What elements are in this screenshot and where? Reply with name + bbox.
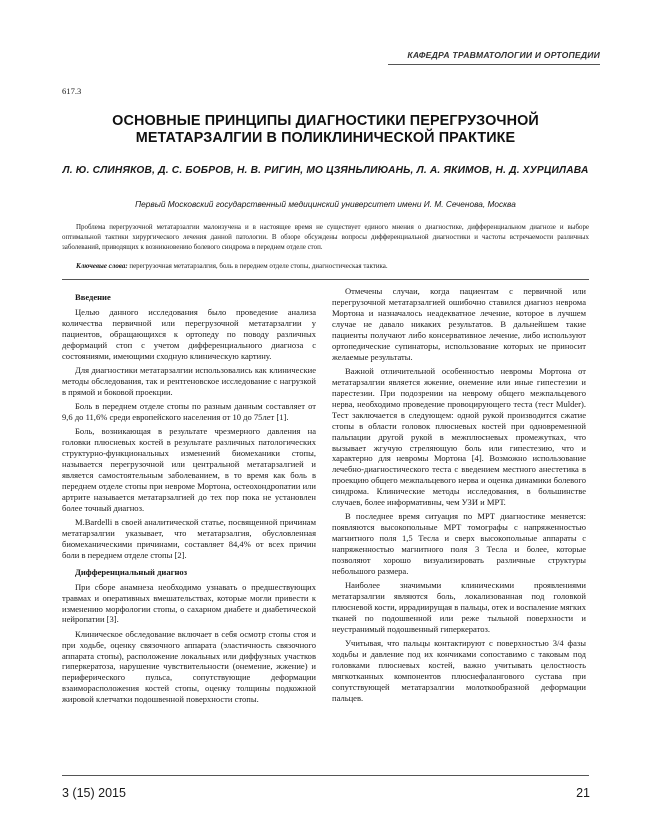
paragraph: Важной отличительной особенностью невромы Мортона от метатарзалгии является жжение, онемение или иные гипестезии и парестезии. При подозрении на неврому общего межпальцевого нерва, необходимо проведение провоцирующего теста (тест Mulder). Тест заключается в следующем: одной рукой производится сжатие стопы в области головок плюсневых костей при одновременной пальпации другой рукой в межплюсневых промежутках, что вызывает жгучую стреляющую боль или гипестезию, что и характерно для невромы Мортона [4]. Возможно использование лечебно-диагностического теста с введением местного анестетика в проекцию общего межпальцевого нерва и оценка динамики болевого синдрома. Клинические методы исследования, в большинстве случаев, более информативны, чем УЗИ и МРТ. <box>332 365 586 508</box>
paragraph: Для диагностики метатарзалгии использовались как клинические методы обследования, так и рентгеновское исследование с нагрузкой в прямой и боковой проекции. <box>62 364 316 397</box>
paragraph: Учитывая, что пальцы контактируют с поверхностью 3/4 фазы ходьбы и давление под их кончиками сопоставимо с таковым под головками плюсневых костей, важно учитывать целостность мягкотканных компонентов плюснефалангового сустава при сопутствующей метатарзалгии молоткообразной деформации пальцев. <box>332 638 586 704</box>
paragraph: Целью данного исследования было проведение анализа количества первичной или перегрузочной метатарзалгии у пациентов, обращающихся к ортопеду по поводу различных деформаций стоп с учетом дифференциального диагноза с состояниями, имеющими сходную клиническую картину. <box>62 306 316 361</box>
header-divider <box>388 64 600 65</box>
article-affiliation: Первый Московский государственный медицинский университет имени И. М. Сеченова, Москва <box>135 199 516 209</box>
article-title: ОСНОВНЫЕ ПРИНЦИПЫ ДИАГНОСТИКИ ПЕРЕГРУЗОЧНОЙ МЕТАТАРЗАЛГИИ В ПОЛИКЛИНИЧЕСКОЙ ПРАКТИКЕ <box>112 113 539 146</box>
page-number: 21 <box>576 786 590 800</box>
article-authors: Л. Ю. СЛИНЯКОВ, Д. С. БОБРОВ, Н. В. РИГИН, МО ЦЗЯНЬЛИЮАНЬ, Л. А. ЯКИМОВ, Н. Д. ХУРЦИЛАВА <box>62 165 589 176</box>
abstract <box>62 222 589 253</box>
abstract-divider <box>62 279 589 280</box>
keywords-label: Ключевые слова: <box>76 262 128 270</box>
paragraph: M.Bardelli в своей аналитической статье, посвященной причинам метатарзалгии указывает, что метатарзалгия, обусловленная биомеханическими причинами, составляет 84,4% от всех причин боли в переднем отделе стопы [2]. <box>62 516 316 560</box>
paragraph: Отмечены случаи, когда пациентам с первичной или перегрузочной метатарзалгией ошибочно ставился диагноз невромa Мортона и назначалось неадекватное лечение, которое в лучшем случае не давало никаких результатов. В дальнейшем такие пациенты получают либо консервативное лечение, либо используют ортопедические супинаторы, использование которых не приносит желаемые результаты. <box>332 286 586 362</box>
right-column <box>332 286 586 707</box>
paragraph: Клиническое обследование включает в себя осмотр стопы стоя и при ходьбе, оценку связочного аппарата (эластичность связочного аппарата стопы), расположение локальных или диффузных участков гиперкератоза, нарушение чувствительности (онемение, жжение) и периферического пульса, сопутствующие деформации взаиморасположения костей стопы, оценку толщины подкожной жировой клетчатки подошвенной поверхности стопы. <box>62 628 316 705</box>
section-heading-intro: Введение <box>75 292 111 302</box>
paragraph: Наиболее значимыми клиническими проявлениями метатарзалгии являются боль, локализованная под головкой плюсневой кости, иррадиирущая в пальцы, отек и воспаление мягких тканей по подошвенной или реже тыльной поверхности и неустранимый подошвенный гиперкератоз. <box>332 580 586 635</box>
section-heading-differential: Дифференциальный диагноз <box>75 566 188 577</box>
keywords-text: перегрузочная метатарзалгия, боль в переднем отделе стопы, диагностическая тактика. <box>129 262 388 270</box>
abstract-text: Проблема перегрузочной метатарзалгии малоизучена и в настоящее время не существует единого мнения о диагностике, дифференциальном диагнозе и выборе оптимальной тактики хирургического лечения данной патологии. В обзоре обсуждены вопросы дифференциальной диагностики и частоты встречаемости различных заболеваний, приводящих к возникновению болевого синдрома в переднем отделе стоп. <box>62 223 589 252</box>
paragraph: Боль, возникающая в результате чрезмерного давления на головки плюсневых костей в результате различных патологических структурно-функциональных изменений биомеханики стопы, называется перегрузочной или центральной метатарзалгией и является самостоятельным заболеванием, в то время как боль в переднем отделе стопы при невроме Мортона, остеохондропатии или артрите называется метатарзалгией до тех пор пока не установлен более точный диагноз. <box>62 426 316 513</box>
issue-number: 3 (15) 2015 <box>62 786 126 800</box>
left-column <box>62 286 316 708</box>
paragraph: При сборе анамнеза необходимо узнавать о предшествующих травмах и оперативных вмешательствах, которые могли привести к изменению морфологии стопы, о сахарном диабете и диабетической нейропатии [3]. <box>62 581 316 625</box>
paragraph: Боль в переднем отделе стопы по разным данным составляет от 9,6 до 11,6% среди европейского населения от 10 до 75лет [1]. <box>62 400 316 422</box>
keywords <box>76 261 589 271</box>
paragraph: В последнее время ситуация по МРТ диагностике меняется: появляются высокопольные МРТ томографы с напряженностью магнитного поля 1,5 Тесла и сверх высокопольные аппараты с напряженностью магнитного поля 3 Тесла и более, которые позволяют хорошо визуализировать различные структуры небольшого размера. <box>332 511 586 577</box>
footer-divider <box>62 775 589 776</box>
udc-code: 617.3 <box>62 86 82 96</box>
journal-section-header: КАФЕДРА ТРАВМАТОЛОГИИ И ОРТОПЕДИИ <box>407 50 600 60</box>
